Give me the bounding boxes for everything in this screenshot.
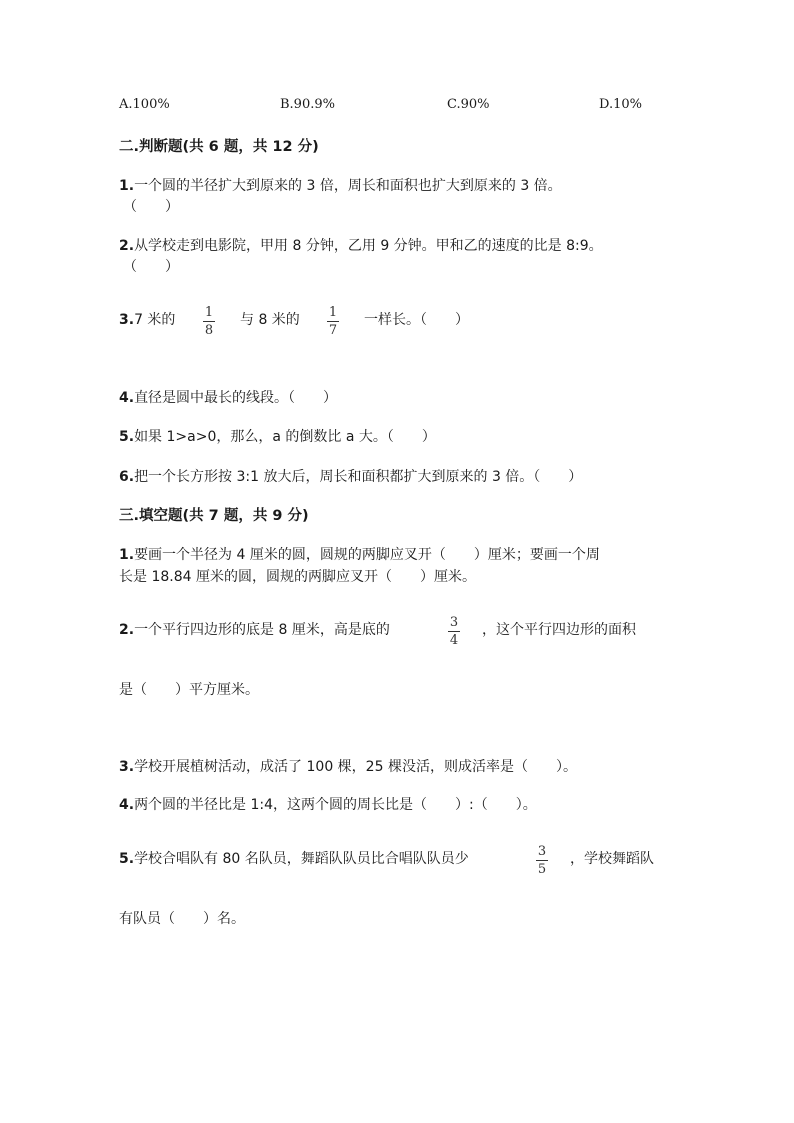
question-number: 2.	[119, 622, 135, 638]
fraction-three-fifths	[534, 844, 550, 877]
question-text: 从学校走到电影院，甲用 8 分钟，乙用 9 分钟。甲和乙的速度的比是 8:9。	[134, 238, 603, 254]
section-heading-fill-blank: 三.填空题(共 7 题，共 9 分)	[119, 508, 309, 524]
question-text: 如果 1>a>0，那么，a 的倒数比 a 大。（ ）	[134, 429, 436, 445]
fill-question-2	[119, 620, 390, 640]
denominator: 4	[449, 633, 459, 648]
fill-question-1-line2: 长是 18.84 厘米的圆，圆规的两脚应叉开（ ）厘米。	[119, 569, 476, 585]
judgment-question-1	[119, 176, 562, 196]
answer-blank: （ ）	[123, 199, 179, 215]
question-text-line1: 要画一个半径为 4 厘米的圆，圆规的两脚应叉开（ ）厘米；要画一个周	[134, 547, 600, 563]
numerator: 3	[449, 615, 459, 630]
judgment-question-2	[119, 236, 603, 256]
question-text: 把一个长方形按 3:1 放大后，周长和面积都扩大到原来的 3 倍。（ ）	[134, 469, 583, 485]
fraction-one-seventh	[325, 305, 341, 338]
question-number: 5.	[119, 851, 135, 867]
question-number: 5.	[119, 429, 135, 445]
option-c: C.90%	[447, 97, 490, 112]
question-number: 1.	[119, 547, 135, 563]
numerator: 3	[537, 844, 547, 859]
numerator: 1	[328, 305, 338, 320]
question-text: 两个圆的半径比是 1:4，这两个圆的周长比是（ ）:（ ）。	[134, 797, 537, 813]
question-text-part2: 与 8 米的	[240, 312, 300, 328]
judgment-question-6	[119, 467, 582, 487]
question-number: 3.	[119, 312, 135, 328]
fill-question-2-line2: 是（ ）平方厘米。	[119, 682, 259, 698]
fill-question-4	[119, 795, 537, 815]
judgment-question-4	[119, 388, 337, 408]
question-number: 3.	[119, 759, 135, 775]
question-number: 6.	[119, 469, 135, 485]
denominator: 7	[328, 323, 338, 338]
question-number: 4.	[119, 390, 135, 406]
fill-question-3	[119, 757, 577, 777]
question-text-part2: ，学校舞蹈队	[570, 851, 654, 867]
question-text-part1: 学校合唱队有 80 名队员，舞蹈队队员比合唱队队员少	[134, 851, 469, 867]
question-text: 直径是圆中最长的线段。（ ）	[134, 390, 338, 406]
judgment-question-3	[119, 310, 175, 330]
answer-blank: （ ）	[123, 259, 179, 275]
question-text-part1: 7 米的	[134, 312, 176, 328]
numerator: 1	[204, 305, 214, 320]
question-text: 学校开展植树活动，成活了 100 棵，25 棵没活，则成活率是（ ）。	[134, 759, 577, 775]
question-text-part3: 一样长。（ ）	[364, 312, 469, 328]
denominator: 5	[537, 862, 547, 877]
question-number: 4.	[119, 797, 135, 813]
question-text-part1: 一个平行四边形的底是 8 厘米，高是底的	[134, 622, 390, 638]
option-d: D.10%	[599, 97, 642, 112]
fraction-one-eighth	[201, 305, 217, 338]
question-text: 一个圆的半径扩大到原来的 3 倍，周长和面积也扩大到原来的 3 倍。	[134, 178, 562, 194]
judgment-question-5	[119, 427, 436, 447]
question-number: 2.	[119, 238, 135, 254]
fraction-three-quarters	[446, 615, 462, 648]
question-number: 1.	[119, 178, 135, 194]
fill-question-5-line2: 有队员（ ）名。	[119, 911, 245, 927]
section-heading-judgment: 二.判断题(共 6 题，共 12 分)	[119, 139, 319, 155]
question-text-part2: ，这个平行四边形的面积	[482, 622, 636, 638]
fill-question-1	[119, 545, 600, 565]
option-a: A.100%	[119, 97, 170, 112]
fill-question-5	[119, 849, 469, 869]
denominator: 8	[204, 323, 214, 338]
option-b: B.90.9%	[280, 97, 335, 112]
